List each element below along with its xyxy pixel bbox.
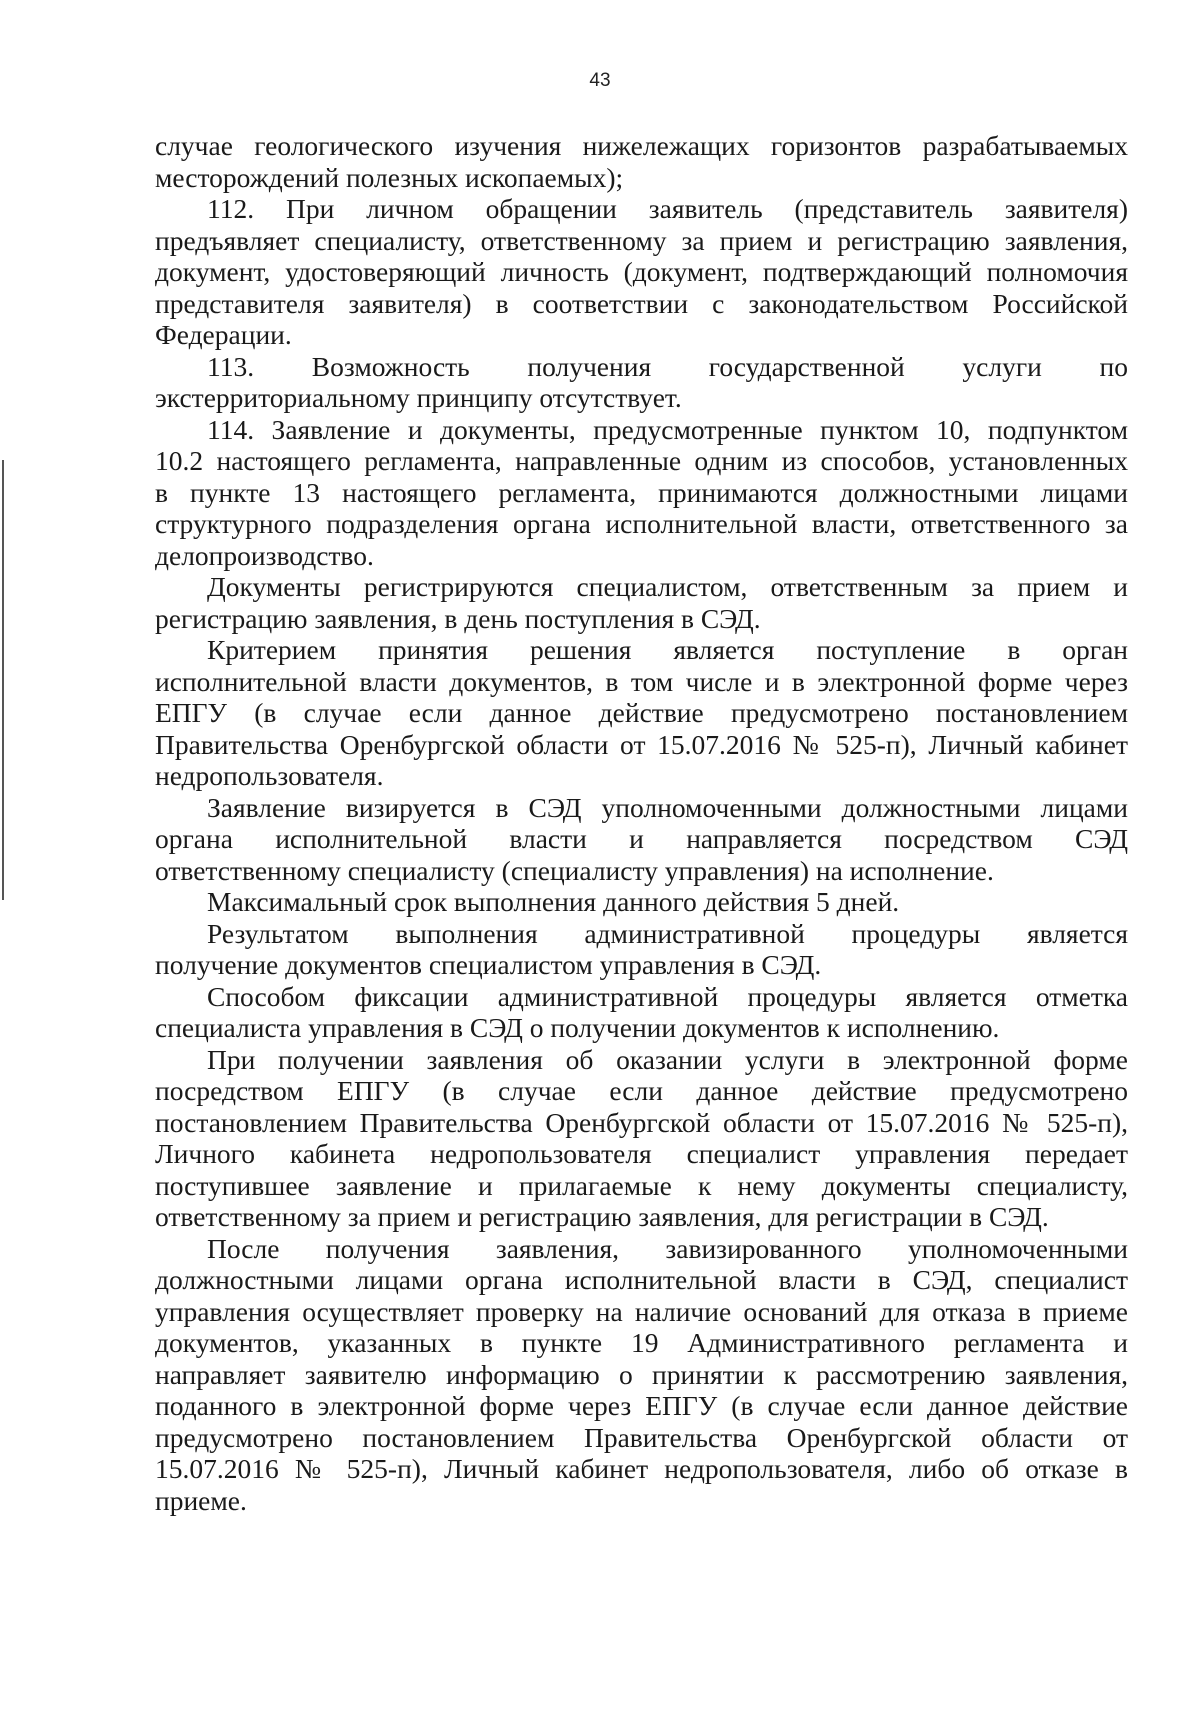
- text-line: представителя заявителя) в соответствии с законодательством Российской: [155, 287, 1128, 319]
- text-line: документов, указанных в пункте 19 Административного регламента и: [155, 1327, 1128, 1358]
- text-line: получение документов специалистом управления в СЭД.: [155, 949, 822, 980]
- text-line: 114. Заявление и документы, предусмотренные пунктом 10, подпунктом: [207, 413, 1128, 445]
- text-line: недропользователя.: [155, 760, 384, 791]
- text-line: должностными лицами органа исполнительной власти в СЭД, специалист: [155, 1264, 1128, 1295]
- text-line: ЕПГУ (в случае если данное действие предусмотрено постановлением: [155, 697, 1128, 728]
- text-line: Личного кабинета недропользователя специалист управления передает: [155, 1138, 1128, 1169]
- paragraph: [155, 571, 1128, 634]
- paragraph: [155, 193, 1128, 351]
- text-line: Документы регистрируются специалистом, ответственным за прием и: [207, 571, 1128, 602]
- text-line: структурного подразделения органа исполнительной власти, ответственного за: [155, 508, 1128, 539]
- paragraph: [155, 1044, 1128, 1233]
- text-line: Максимальный срок выполнения данного действия 5 дней.: [207, 886, 900, 917]
- text-line: экстерриториальному принципу отсутствует.: [155, 382, 682, 413]
- text-line: специалиста управления в СЭД о получении документов к исполнению.: [155, 1012, 1000, 1043]
- text-line: регистрацию заявления, в день поступления в СЭД.: [155, 602, 761, 634]
- paragraph: [155, 792, 1128, 887]
- text-line: предъявляет специалисту, ответственному за прием и регистрацию заявления,: [155, 224, 1128, 256]
- text-line: в пункте 13 настоящего регламента, принимаются должностными лицами: [155, 476, 1128, 508]
- text-line: направляет заявителю информацию о принятии к рассмотрению заявления,: [155, 1358, 1128, 1390]
- text-line: приеме.: [155, 1484, 247, 1516]
- paragraph: [155, 981, 1128, 1044]
- page-number: 43: [589, 70, 611, 91]
- text-line: поданного в электронной форме через ЕПГУ (в случае если данное действие: [155, 1390, 1128, 1421]
- text-line: Федерации.: [155, 319, 292, 350]
- text-line: 112. При личном обращении заявитель (представитель заявителя): [207, 193, 1128, 224]
- text-line: ответственному специалисту (специалисту управления) на исполнение.: [155, 854, 994, 886]
- paragraph: [155, 1233, 1128, 1517]
- text-line: посредством ЕПГУ (в случае если данное действие предусмотрено: [155, 1075, 1128, 1106]
- text-line: Результатом выполнения административной процедуры является: [207, 917, 1128, 949]
- text-line: После получения заявления, завизированного уполномоченными: [207, 1232, 1128, 1264]
- text-line: 15.07.2016 № 525-п), Личный кабинет недропользователя, либо об отказе в: [155, 1453, 1128, 1484]
- text-line: При получении заявления об оказании услуги в электронной форме: [207, 1043, 1128, 1075]
- text-line: постановлением Правительства Оренбургской области от 15.07.2016 № 525-п),: [155, 1106, 1128, 1138]
- text-line: предусмотрено постановлением Правительства Оренбургской области от: [155, 1421, 1128, 1453]
- text-line: поступившее заявление и прилагаемые к нему документы специалисту,: [155, 1169, 1128, 1201]
- text-line: документ, удостоверяющий личность (документ, подтверждающий полномочия: [155, 256, 1128, 287]
- text-line: 113. Возможность получения государственной услуги по: [207, 350, 1128, 382]
- text-line: исполнительной власти документов, в том числе и в электронной форме через: [155, 665, 1128, 697]
- paragraph: [155, 351, 1128, 414]
- document-body: [155, 130, 1128, 1516]
- paragraph: [155, 918, 1128, 981]
- text-line: делопроизводство.: [155, 539, 374, 571]
- scan-edge-line: [2, 460, 4, 900]
- text-line: Критерием принятия решения является поступление в орган: [207, 634, 1128, 665]
- text-line: ответственному за прием и регистрацию заявления, для регистрации в СЭД.: [155, 1201, 1049, 1232]
- text-line: месторождений полезных ископаемых);: [155, 161, 624, 193]
- paragraph: [155, 130, 1128, 193]
- text-line: 10.2 настоящего регламента, направленные одним из способов, установленных: [155, 445, 1128, 476]
- text-line: Заявление визируется в СЭД уполномоченными должностными лицами: [207, 791, 1128, 823]
- text-line: Способом фиксации административной процедуры является отметка: [207, 980, 1128, 1012]
- text-line: случае геологического изучения нижележащих горизонтов разрабатываемых: [155, 130, 1128, 161]
- paragraph: [155, 414, 1128, 572]
- text-line: Правительства Оренбургской области от 15.07.2016 № 525-п), Личный кабинет: [155, 728, 1128, 760]
- paragraph: [155, 634, 1128, 792]
- paragraph: [155, 886, 1128, 918]
- text-line: органа исполнительной власти и направляется посредством СЭД: [155, 823, 1128, 854]
- text-line: управления осуществляет проверку на наличие оснований для отказа в приеме: [155, 1295, 1128, 1327]
